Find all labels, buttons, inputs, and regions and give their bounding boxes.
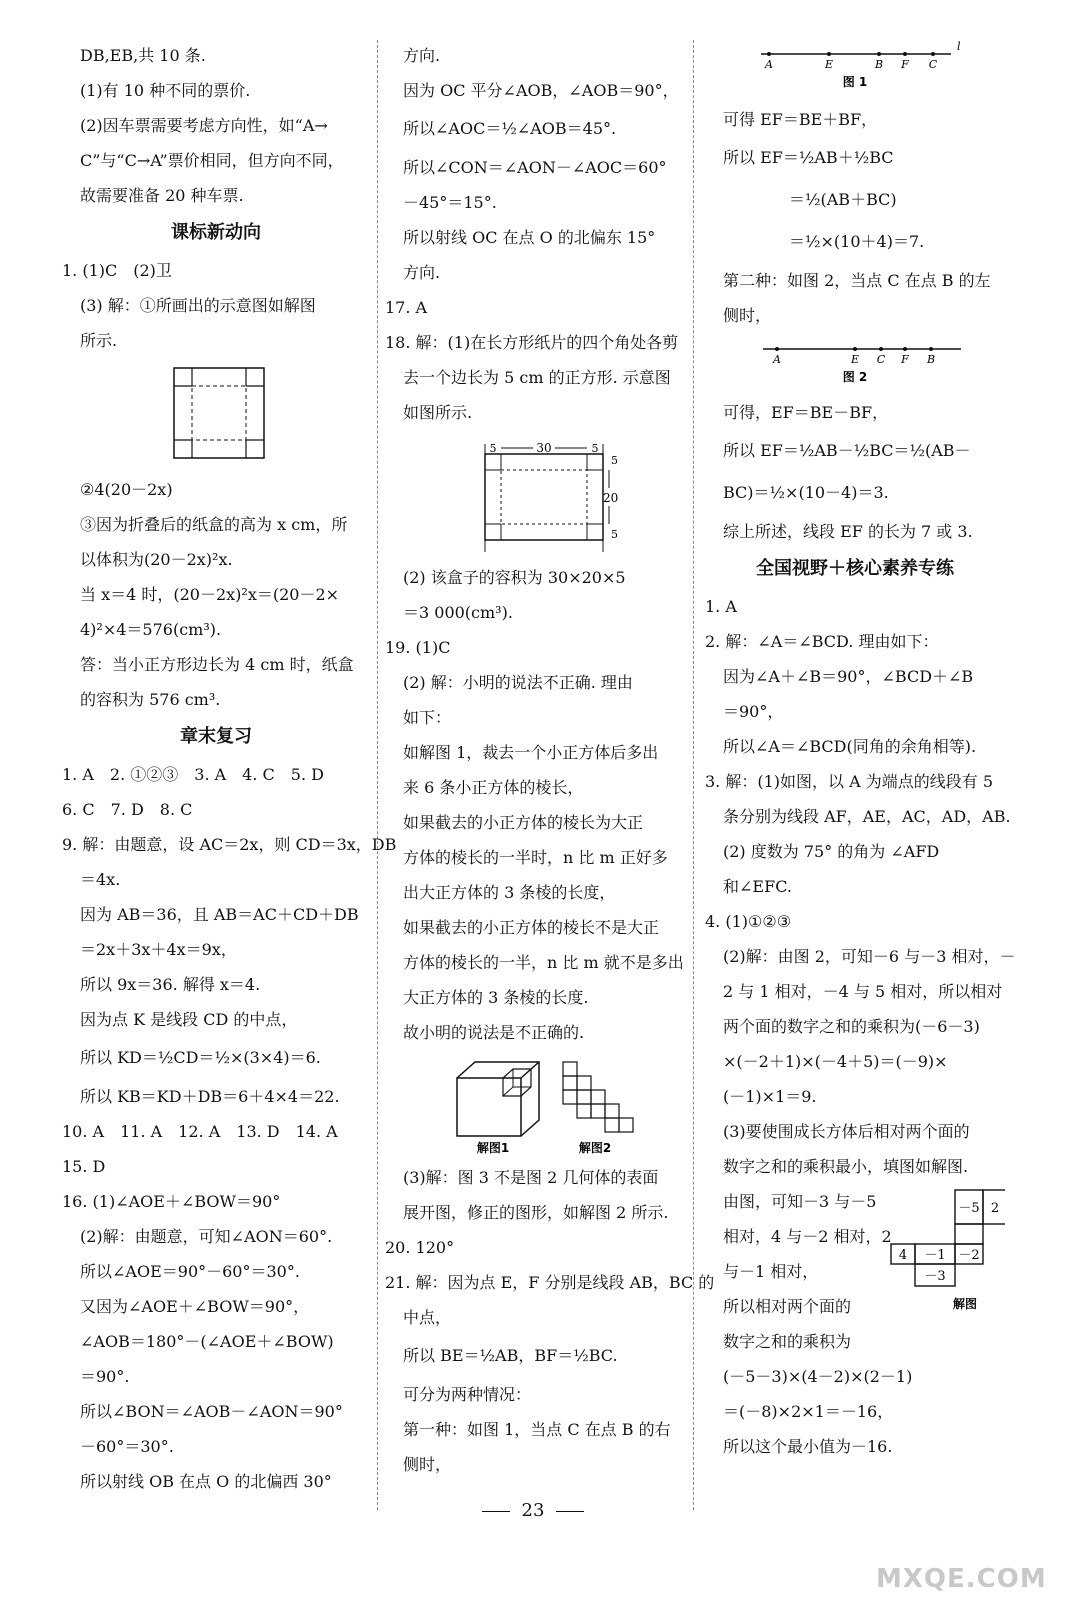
text-line: 因为 OC 平分∠AOB，∠AOB＝90°， [403, 81, 679, 100]
text-line: 因为 AB＝36，且 AB＝AC＋CD＋DB [80, 905, 359, 924]
column-middle [385, 38, 715, 1482]
text-line: ＝3 000(cm³). [403, 603, 513, 622]
text-line: (2)解：由图 2，可知－6 与－3 相对，－ [723, 947, 1016, 966]
text-line: 所以相对两个面的 [723, 1297, 852, 1316]
text-line: 所以 BE＝½AB，BF＝½BC. [403, 1346, 618, 1365]
point-label: B [874, 58, 884, 71]
text-line: DB,EB,共 10 条. [80, 46, 206, 65]
text-line: ＝2x＋3x＋4x＝9x， [80, 940, 237, 959]
text-line: 方体的棱长的一半，n 比 m 就不是多出 [403, 953, 684, 972]
text-line: (1)有 10 种不同的票价. [80, 81, 251, 100]
net-cell: －2 [958, 1248, 980, 1263]
point-label: F [901, 353, 909, 366]
text-line: BC)＝½×(10－4)＝3. [723, 483, 889, 502]
text-line: 所以 EF＝½AB－½BC＝½(AB－ [723, 441, 971, 460]
text-line: 1. A [705, 597, 737, 616]
text-line: 如下： [403, 708, 452, 727]
text-line: 当 x＝4 时，(20－2x)²x＝(20－2× [80, 585, 340, 604]
text-line: 第一种：如图 1，当点 C 在点 B 的右 [403, 1420, 671, 1439]
text-line: 条分别为线段 AF，AE，AC，AD，AB. [723, 807, 1011, 826]
text-line: 展开图，修正的图形，如解图 2 所示. [403, 1203, 669, 1222]
point-label: C [928, 58, 938, 71]
text-line: 方向. [403, 46, 441, 65]
text-line: 出大正方体的 3 条棱的长度， [403, 883, 616, 902]
text-line: 如果截去的小正方体的棱长为大正 [403, 813, 644, 832]
page-number [0, 1500, 1066, 1521]
text-line: 与－1 相对， [723, 1262, 819, 1281]
text-line: ×(－2＋1)×(－4＋5)＝(－9)× [723, 1052, 948, 1071]
text-line: ＝90°， [723, 702, 784, 721]
text-line: 可得 EF＝BE＋BF， [723, 110, 878, 129]
point-label: B [926, 353, 936, 366]
text-line: 方向. [403, 263, 441, 282]
text-line: (2) 度数为 75° 的角为 ∠AFD [723, 842, 940, 861]
text-line: 1. (1)C (2)卫 [62, 261, 172, 280]
text-line: 相对，4 与－2 相对，2 [723, 1227, 892, 1246]
net-cell: －5 [958, 1201, 980, 1216]
text-line: 21. 解：因为点 E，F 分别是线段 AB，BC 的 [385, 1273, 715, 1292]
text-line: (－5－3)×(4－2)×(2－1) [723, 1367, 913, 1386]
figure-caption: 图 2 [842, 370, 868, 384]
text-line: 所以 KB＝KD＋DB＝6＋4×4＝22. [80, 1087, 340, 1106]
corner-label: 5 [489, 442, 497, 455]
text-line: 中点， [403, 1308, 452, 1327]
text-line: ②4(20－2x) [80, 480, 173, 499]
text-line: 答：当小正方形边长为 4 cm 时，纸盒 [80, 655, 354, 674]
text-line: (3) 解：①所画出的示意图如解图 [80, 296, 316, 315]
text-line: (3)要使围成长方体后相对两个面的 [723, 1122, 970, 1141]
corner-label: 5 [591, 442, 599, 455]
text-line: 所以∠A＝∠BCD(同角的余角相等). [723, 737, 977, 756]
text-line: 方体的棱长的一半时，n 比 m 正好多 [403, 848, 668, 867]
text-line: 2. 解：∠A＝∠BCD. 理由如下： [705, 632, 939, 651]
text-line: (3)解：图 3 不是图 2 几何体的表面 [403, 1168, 659, 1187]
net-answer-block [705, 1184, 1005, 1324]
column-left [62, 38, 397, 1499]
corner-label: 5 [611, 528, 618, 541]
figure-caption: 图 1 [842, 75, 868, 89]
text-line: 17. A [385, 298, 428, 317]
cube-with-notch-figure [457, 1062, 539, 1136]
text-line: 故小明的说法是不正确的. [403, 1023, 585, 1042]
page-number-text: 23 [521, 1500, 545, 1521]
text-line: 所以射线 OC 在点 O 的北偏东 15° [403, 228, 656, 247]
point-label: F [901, 58, 909, 71]
text-line: 侧时， [723, 306, 772, 325]
segment-figure-2 [705, 339, 1005, 389]
text-line: 所以∠AOE＝90°－60°＝30°. [80, 1262, 300, 1281]
text-line: 来 6 条小正方体的棱长， [403, 778, 584, 797]
net-cell: 4 [898, 1248, 908, 1263]
net-cell: －3 [924, 1269, 946, 1284]
text-line: 6. C 7. D 8. C [62, 800, 193, 819]
text-line: 可分为两种情况： [403, 1385, 532, 1404]
text-line: 又因为∠AOE＋∠BOW＝90°， [80, 1297, 310, 1316]
text-line: 所以 EF＝½AB＋½BC [723, 148, 894, 167]
corner-label: 5 [611, 454, 618, 467]
net-cell: －1 [924, 1248, 946, 1263]
column-divider [377, 40, 378, 1510]
text-line: 所以∠BON＝∠AOB－∠AON＝90° [80, 1402, 343, 1421]
text-line: C”与“C→A”票价相同，但方向不同， [80, 151, 344, 170]
text-line: 20. 120° [385, 1238, 455, 1257]
text-line: 4)²×4＝576(cm³). [80, 620, 222, 639]
point-label: A [765, 58, 773, 71]
text-line: 因为点 K 是线段 CD 的中点， [80, 1010, 298, 1029]
text-line: 19. (1)C [385, 638, 451, 657]
text-line: ∠AOB＝180°－(∠AOE＋∠BOW) [80, 1332, 334, 1351]
text-line: (－1)×1＝9. [723, 1087, 817, 1106]
cube-figures [385, 1056, 687, 1154]
text-line: ＝4x. [80, 870, 121, 889]
text-line: 数字之和的乘积为 [723, 1332, 852, 1351]
text-line: 10. A 11. A 12. A 13. D 14. A [62, 1122, 338, 1141]
text-line: (2)因车票需要考虑方向性，如“A→ [80, 116, 328, 135]
text-line: －60°＝30°. [80, 1437, 174, 1456]
section-heading: 全国视野＋核心素养专练 [756, 558, 954, 579]
text-line: 第二种：如图 2，当点 C 在点 B 的左 [723, 271, 991, 290]
text-line: (2)解：由题意，可知∠AON＝60°. [80, 1227, 333, 1246]
text-line: 9. 解：由题意，设 AC＝2x，则 CD＝3x，DB [62, 835, 397, 854]
text-line: (2) 解：小明的说法不正确. 理由 [403, 673, 633, 692]
figure-caption: 解图2 [578, 1141, 612, 1154]
text-line: 如解图 1，裁去一个小正方体后多出 [403, 743, 659, 762]
text-line: 综上所述，线段 EF 的长为 7 或 3. [723, 522, 973, 541]
text-line: 所示. [80, 331, 118, 350]
text-line: 所以射线 OB 在点 O 的北偏西 30° [80, 1472, 332, 1491]
text-line: 15. D [62, 1157, 106, 1176]
text-line: 1. A 2. ①②③ 3. A 4. C 5. D [62, 765, 324, 784]
column-right [705, 38, 1016, 1464]
point-label: E [850, 353, 860, 366]
text-line: ＝½×(10＋4)＝7. [789, 232, 925, 251]
watermark-text: MXQE.COM [876, 1564, 1047, 1594]
line-label: l [957, 40, 961, 53]
figure-caption: 解图1 [476, 1141, 510, 1154]
text-line: ＝½(AB＋BC) [789, 190, 897, 209]
text-line: 的容积为 576 cm³. [80, 690, 221, 709]
section-heading: 章末复习 [180, 726, 252, 747]
filled-net-diagram [885, 1186, 1005, 1314]
text-line: 所以 9x＝36. 解得 x＝4. [80, 975, 261, 994]
section-heading: 课标新动向 [171, 222, 261, 243]
text-line: 两个面的数字之和的乘积为(－6－3) [723, 1017, 980, 1036]
text-line: ＝90°. [80, 1367, 130, 1386]
text-line: 所以 KD＝½CD＝½×(3×4)＝6. [80, 1048, 321, 1067]
point-label: C [876, 353, 886, 366]
text-line: 数字之和的乘积最小，填图如解图. [723, 1157, 969, 1176]
text-line: 4. (1)①②③ [705, 912, 792, 931]
watermark [876, 1534, 1056, 1594]
text-line: 16. (1)∠AOE＋∠BOW＝90° [62, 1192, 281, 1211]
text-line: 故需要准备 20 种车票. [80, 186, 244, 205]
text-line: ③因为折叠后的纸盒的高为 x cm，所 [80, 515, 348, 534]
text-line: (2) 该盒子的容积为 30×20×5 [403, 568, 626, 587]
text-line: 因为∠A＋∠B＝90°，∠BCD＋∠B [723, 667, 974, 686]
point-label: E [824, 58, 834, 71]
text-line: 大正方体的 3 条棱的长度. [403, 988, 589, 1007]
text-line: 和∠EFC. [723, 877, 792, 896]
text-line: 所以这个最小值为－16. [723, 1437, 893, 1456]
top-length-label: 30 [536, 441, 552, 455]
point-label: A [773, 353, 781, 366]
text-line: 18. 解：(1)在长方形纸片的四个角处各剪 [385, 333, 679, 352]
text-line: 所以∠AOC＝½∠AOB＝45°. [403, 119, 617, 138]
text-line: 以体积为(20－2x)²x. [80, 550, 233, 569]
text-line: 如果截去的小正方体的棱长不是大正 [403, 918, 660, 937]
net-cell: 2 [990, 1201, 1000, 1216]
text-line: －45°＝15°. [403, 193, 497, 212]
text-line: 2 与 1 相对，－4 与 5 相对，所以相对 [723, 982, 1003, 1001]
text-line: 所以∠CON＝∠AON－∠AOC＝60° [403, 158, 667, 177]
rectangle-paper-diagram [385, 436, 687, 554]
side-length-label: 20 [603, 491, 619, 505]
segment-figure-1 [705, 40, 1005, 96]
text-line: 去一个边长为 5 cm 的正方形. 示意图 [403, 368, 671, 387]
text-line: 可得，EF＝BE－BF， [723, 403, 889, 422]
text-line: ＝(－8)×2×1＝－16， [723, 1402, 894, 1421]
box-net-diagram [62, 364, 370, 466]
text-line: 3. 解：(1)如图，以 A 为端点的线段有 5 [705, 772, 994, 791]
net-figure [563, 1062, 633, 1132]
figure-caption: 解图 [952, 1297, 978, 1311]
text-line: 由图，可知－3 与－5 [723, 1192, 877, 1211]
text-line: 侧时， [403, 1455, 452, 1474]
text-line: 如图所示. [403, 403, 473, 422]
